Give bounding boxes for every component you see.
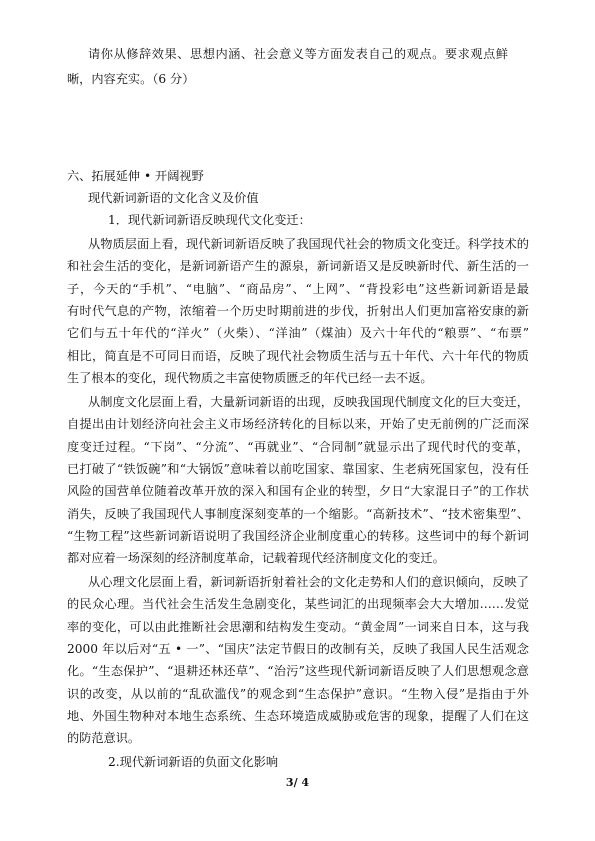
para1-line: 生了根本的变化，现代物质之丰富使物质匮乏的年代已经一去不返。 (67, 371, 433, 385)
para3-line: 识的改变，从以前的“乱砍滥伐”的观念到“生态保护”意识。“生物入侵”是指由于外 (67, 687, 529, 701)
para2-line: “生物工程”这些新词新语说明了我国经济企业制度重心的转移。这些词中的每个新词 (67, 529, 529, 543)
para2-line: 度变迁过程。“下岗”、“分流”、“再就业”、“合同制”就显示出了现代时代的变革， (67, 440, 529, 454)
article-title: 现代新词新语的文化含义及价值 (88, 191, 259, 205)
para1-line: 相比，简直是不可同日而语，反映了现代社会物质生活与五十年代、六十年代的物质 (67, 349, 529, 363)
para3-line: 化。“生态保护”、“退耕还林还草”、“治污”这些现代新词新语反映了人们思想观念意 (67, 664, 529, 678)
page-number: 3/ 4 (285, 776, 310, 789)
para1-line: 它们与五十年代的“洋火”（火柴）、“洋油”（煤油）及六十年代的“粮票”、“布票” (67, 326, 529, 340)
para3-line: 地、外国生物种对本地生态系统、生态环境造成威胁或危害的现象，提醒了人们在这 (67, 709, 529, 723)
para2-line: 已打破了“铁饭碗”和“大锅饭”意味着以前吃国家、靠国家、生老病死国家包，没有任 (67, 462, 529, 476)
para2-line: 自提出由计划经济向社会主义市场经济转化的目标以来，开始了史无前例的广泛而深 (67, 417, 529, 431)
para2-line: 都对应着一场深刻的经济制度革命，记载着现代经济制度文化的变迁。 (67, 551, 445, 565)
para1-line: 和社会生活的变化，是新词新语产生的源泉，新词新语又是反映新时代、新生活的一 (67, 259, 529, 273)
intro-line-1: 请你从修辞效果、思想内涵、社会意义等方面发表自己的观点。要求观点鲜 (88, 47, 508, 61)
para2-line: 风险的国营单位随着改革开放的深入和国有企业的转型，夕日“大家混日子”的工作状 (67, 484, 529, 498)
para3-line: 的防范意识。 (67, 731, 141, 745)
intro-line-2: 晰，内容充实。（6 分） (67, 72, 195, 86)
para1-line: 子，今天的“手机”、“电脑”、“商品房”、“上网”、“背投彩电”这些新词新语是最 (67, 282, 529, 296)
para2-line: 从制度文化层面上看，大量新词新语的出现，反映我国现代制度文化的巨大变迁， (88, 395, 529, 409)
para3-line: 的民众心理。当代社会生活发生急剧变化，某些词汇的出现频率会大大增加……发觉 (67, 597, 529, 611)
section-heading: 六、拓展延伸 • 开阔视野 (67, 169, 204, 183)
para2-line: 消失，反映了我国现代人事制度深刻变革的一个缩影。“高新技术”、“技术密集型”、 (67, 507, 529, 521)
para1-line: 从物质层面上看，现代新词新语反映了我国现代社会的物质文化变迁。科学技术的 (88, 237, 529, 251)
para3-line: 从心理文化层面上看，新词新语折射着社会的文化走势和人们的意识倾向，反映了 (88, 575, 529, 589)
para3-line: 率的变化，可以由此推断社会思潮和结构发生变动。“黄金周”一词来自日本，这与我 (67, 620, 529, 634)
subheading-2: 2.现代新词新语的负面文化影响 (108, 755, 279, 769)
para1-line: 有时代气息的产物，浓缩着一个历史时期前进的步伐，折射出人们更加富裕安康的新 (67, 304, 529, 318)
subheading-1: 1．现代新词新语反映现代文化变迁： (108, 213, 311, 227)
para3-line: 2000 年以后对“五 • 一”、“国庆”法定节假日的改制有关，反映了我国人民生活观念 (67, 642, 529, 656)
